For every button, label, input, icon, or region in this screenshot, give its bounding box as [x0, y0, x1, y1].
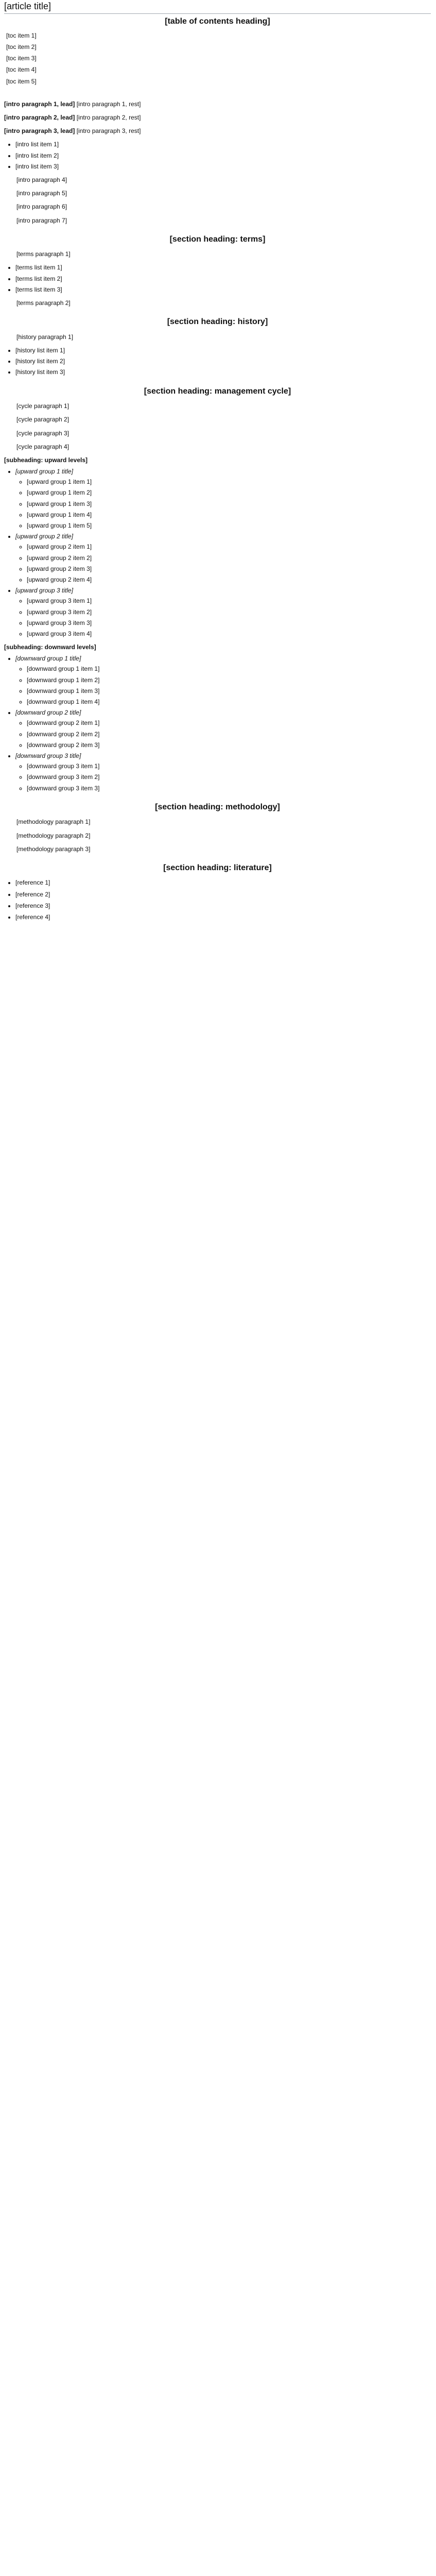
toc-item[interactable]: [toc item 4]: [6, 66, 37, 74]
list-item: ◦ [downward group 1 item 4]: [27, 698, 431, 706]
intro-list: [4, 140, 431, 171]
list-item: ◦ [upward group 2 item 4]: [27, 575, 431, 584]
toc-title: [table of contents heading]: [165, 17, 270, 26]
section-paragraph: [history paragraph 1]: [16, 333, 74, 341]
section-title: [section heading: literature]: [163, 863, 272, 872]
upward-levels-list: [4, 467, 431, 638]
section-title: [section heading: history]: [167, 317, 268, 327]
list-item: ◦ [upward group 1 item 3]: [27, 500, 431, 508]
section-paragraph: [cycle paragraph 3]: [16, 429, 69, 437]
page-title: [article title]: [4, 0, 431, 14]
list-item: ◦ [upward group 1 item 2]: [27, 488, 431, 497]
level-group-title: • [downward group 2 title]: [15, 709, 81, 717]
intro-paragraph-lead: [intro paragraph 3, lead]: [4, 127, 75, 135]
list-item: ◦ [upward group 3 item 4]: [27, 630, 431, 638]
level-group-title: • [upward group 1 title]: [15, 468, 74, 476]
intro-paragraph: [intro paragraph 4]: [16, 176, 67, 183]
list-item: ◦ [downward group 2 item 3]: [27, 741, 431, 749]
toc-item[interactable]: [toc item 1]: [6, 31, 37, 39]
section-paragraph: [cycle paragraph 1]: [16, 402, 69, 410]
list-item: ◦ [upward group 1 item 1]: [27, 478, 431, 486]
level-group: [15, 708, 431, 749]
toc-item[interactable]: [toc item 3]: [6, 55, 37, 62]
level-group: [15, 532, 431, 584]
list-item: ◦ [upward group 1 item 5]: [27, 521, 431, 530]
intro-paragraph-text: [intro paragraph 1, rest]: [76, 100, 141, 108]
list-item: ◦ [upward group 2 item 2]: [27, 554, 431, 562]
list-item: ◦ [downward group 3 item 3]: [27, 784, 431, 792]
section-title: [section heading: terms]: [169, 234, 266, 244]
list-item: • [terms list item 3]: [15, 285, 431, 294]
intro-paragraph: [4, 113, 431, 122]
intro-paragraph: [intro paragraph 7]: [16, 216, 67, 224]
level-subitems: [15, 543, 431, 584]
section-paragraph: [methodology paragraph 1]: [16, 818, 91, 826]
intro-paragraph-text: [intro paragraph 2, rest]: [76, 114, 141, 122]
literature-item: • [reference 2]: [15, 890, 431, 899]
literature-list: [4, 878, 431, 921]
list-item: ◦ [downward group 2 item 1]: [27, 719, 431, 727]
about-section: [4, 234, 431, 308]
toc-item[interactable]: [toc item 5]: [6, 77, 37, 85]
literature-section: [4, 862, 431, 921]
cycles-section: [4, 386, 431, 792]
level-subitems: [15, 719, 431, 749]
intro-paragraph: [4, 127, 431, 135]
list-item: • [history list item 3]: [15, 368, 431, 376]
intro-paragraph-lead: [intro paragraph 2, lead]: [4, 114, 75, 122]
list-item: ◦ [downward group 1 item 2]: [27, 676, 431, 684]
level-group: [15, 654, 431, 706]
section-paragraph: [cycle paragraph 4]: [16, 443, 69, 450]
level-subitems: [15, 665, 431, 706]
level-group-title: • [downward group 3 title]: [15, 752, 81, 759]
list-item: • [terms list item 2]: [15, 275, 431, 283]
section-title: [section heading: management cycle]: [144, 386, 291, 396]
upward-levels-title: [subheading: upward levels]: [4, 456, 88, 464]
intro-paragraph-lead: [intro paragraph 1, lead]: [4, 100, 75, 108]
list-item: ◦ [upward group 3 item 2]: [27, 608, 431, 616]
intro-paragraph: [intro paragraph 6]: [16, 203, 67, 211]
level-group: [15, 467, 431, 530]
section-paragraph: [cycle paragraph 2]: [16, 416, 69, 423]
downward-levels-list: [4, 654, 431, 792]
list-item: • [intro list item 1]: [15, 140, 431, 148]
history-section: [4, 316, 431, 376]
list-item: ◦ [downward group 1 item 3]: [27, 687, 431, 695]
list-item: • [terms list item 1]: [15, 263, 431, 272]
list-item: ◦ [upward group 3 item 1]: [27, 597, 431, 605]
level-subitems: [15, 597, 431, 638]
list-item: • [history list item 2]: [15, 357, 431, 365]
list-item: ◦ [downward group 3 item 2]: [27, 773, 431, 781]
section-paragraph: [terms paragraph 1]: [16, 250, 71, 258]
literature-item: • [reference 4]: [15, 913, 431, 921]
list-item: • [intro list item 3]: [15, 162, 431, 171]
section-title: [section heading: methodology]: [155, 802, 280, 811]
list-item: ◦ [downward group 3 item 1]: [27, 762, 431, 770]
section-paragraph: [methodology paragraph 2]: [16, 832, 91, 839]
intro-paragraph: [4, 100, 431, 108]
level-group: [15, 586, 431, 638]
methodology-section: [4, 802, 431, 853]
level-group-title: • [downward group 1 title]: [15, 655, 81, 663]
list-item: ◦ [upward group 2 item 1]: [27, 543, 431, 551]
list-item: • [history list item 1]: [15, 346, 431, 354]
list-item: ◦ [downward group 2 item 2]: [27, 730, 431, 738]
about-list: [4, 263, 431, 294]
literature-item: • [reference 1]: [15, 878, 431, 887]
section-paragraph: [terms paragraph 2]: [16, 299, 71, 307]
intro-paragraph: [intro paragraph 5]: [16, 190, 67, 197]
literature-item: • [reference 3]: [15, 902, 431, 910]
level-group: [15, 752, 431, 792]
downward-levels-title: [subheading: downward levels]: [4, 643, 96, 651]
toc-list: [6, 31, 429, 86]
level-group-title: • [upward group 2 title]: [15, 533, 74, 540]
toc-item[interactable]: [toc item 2]: [6, 43, 37, 51]
table-of-contents: [4, 14, 431, 94]
level-subitems: [15, 762, 431, 792]
list-item: ◦ [upward group 2 item 3]: [27, 565, 431, 573]
list-item: ◦ [downward group 1 item 1]: [27, 665, 431, 673]
level-group-title: • [upward group 3 title]: [15, 587, 74, 595]
section-paragraph: [methodology paragraph 3]: [16, 845, 91, 853]
list-item: ◦ [upward group 3 item 3]: [27, 619, 431, 627]
intro-paragraph-text: [intro paragraph 3, rest]: [76, 127, 141, 135]
level-subitems: [15, 478, 431, 530]
document-page: [0, 0, 436, 931]
list-item: ◦ [upward group 1 item 4]: [27, 511, 431, 519]
list-item: • [intro list item 2]: [15, 151, 431, 160]
history-list: [4, 346, 431, 377]
intro-section: [4, 94, 431, 225]
